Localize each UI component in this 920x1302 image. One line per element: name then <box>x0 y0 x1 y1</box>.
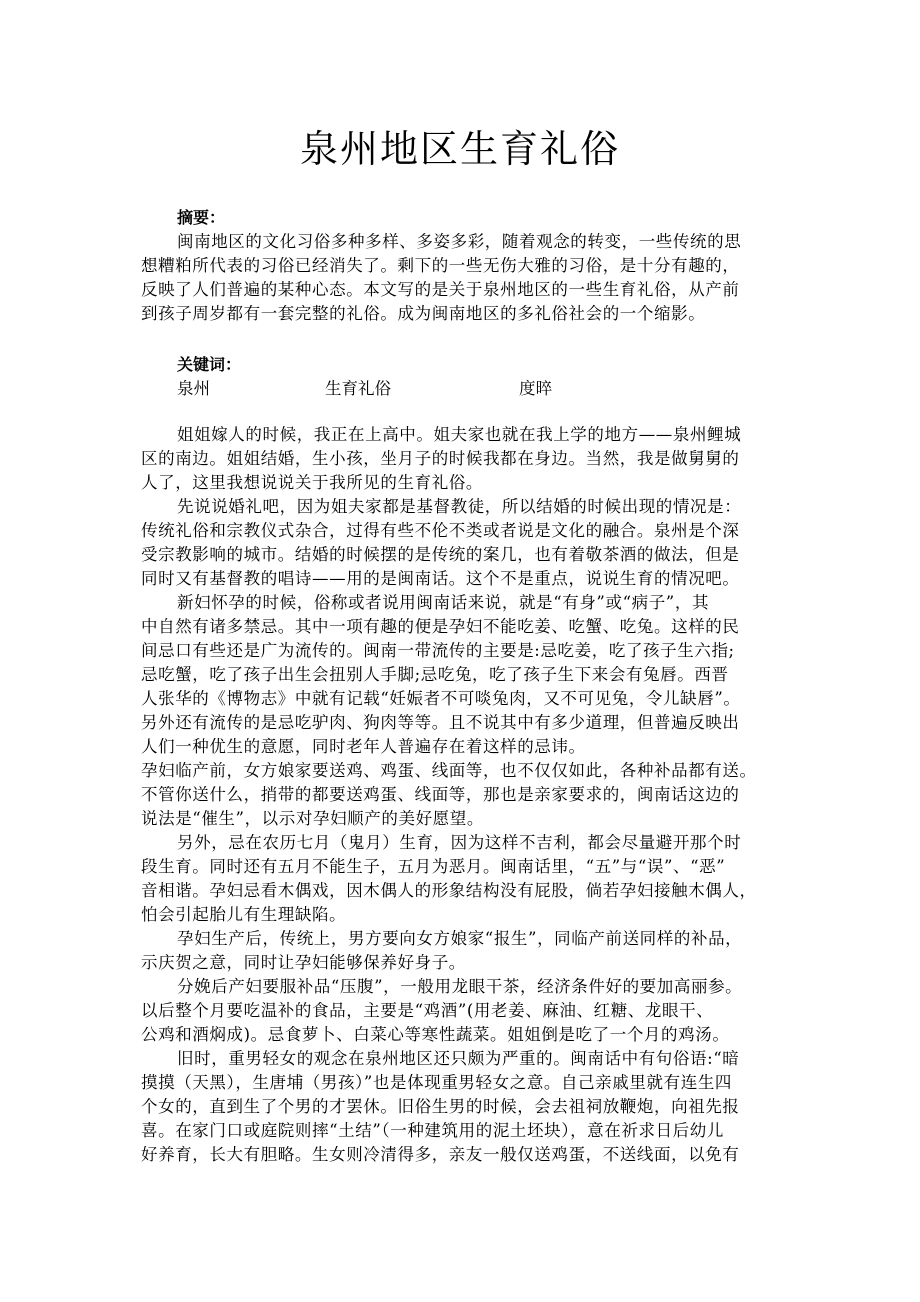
text-line: 分娩后产妇要服补品“压腹”，一般用龙眼干茶，经济条件好的要加高丽参。 <box>177 977 743 996</box>
keywords-label: 关键词： <box>177 355 242 374</box>
text-line: 人了，这里我想说说关于我所见的生育礼俗。 <box>141 473 483 492</box>
document-title: 泉州地区生育礼俗 <box>299 127 620 171</box>
text-line: 先说说婚礼吧，因为姐夫家都是基督教徒，所以结婚的时候出现的情况是： <box>177 497 742 516</box>
text-line: 个女的，直到生了个男的才罢休。旧俗生男的时候，会去祖祠放鞭炮，向祖先报 <box>141 1097 740 1116</box>
text-line: 另外还有流传的是忌吃驴肉、狗肉等等。且不说其中有多少道理，但普遍反映出 <box>141 713 740 732</box>
body-text <box>141 423 801 1167</box>
text-line: 公鸡和酒焖成)。忌食萝卜、白菜心等寒性蔬菜。姐姐倒是吃了一个月的鸡汤。 <box>141 1025 730 1044</box>
text-line: 间忌口有些还是广为流传的。闽南一带流传的主要是:忌吃姜，吃了孩子生六指; <box>141 641 735 660</box>
text-line: 另外，忌在农历七月（鬼月）生育，因为这样不吉利，都会尽量避开那个时 <box>177 833 742 852</box>
text-line: 新妇怀孕的时候，俗称或者说用闽南话来说，就是“有身”或“病子”，其 <box>177 593 710 612</box>
text-line: 传统礼俗和宗教仪式杂合，过得有些不伦不类或者说是文化的融合。泉州是个深 <box>141 521 740 540</box>
keyword-item: 度晬 <box>519 379 552 398</box>
text-line: 孕妇生产后，传统上，男方要向女方娘家“报生”，同临产前送同样的补品， <box>177 929 743 948</box>
text-line: 区的南边。姐姐结婚，生小孩，坐月子的时候我都在身边。当然，我是做舅舅的 <box>141 449 740 468</box>
text-line: 想糟粕所代表的习俗已经消失了。剩下的一些无伤大雅的习俗，是十分有趣的， <box>141 256 740 275</box>
text-line: 受宗教影响的城市。结婚的时候摆的是传统的案几，也有着敬茶酒的做法，但是 <box>141 545 740 564</box>
text-line: 姐姐嫁人的时候，我正在上高中。姐夫家也就在我上学的地方——泉州鲤城 <box>177 425 742 444</box>
abstract-label: 摘要： <box>177 208 226 227</box>
text-line: 到孩子周岁都有一套完整的礼俗。成为闽南地区的多礼俗社会的一个缩影。 <box>141 304 706 323</box>
text-line: 中自然有诸多禁忌。其中一项有趣的便是孕妇不能吃姜、吃蟹、吃兔。这样的民 <box>141 617 740 636</box>
text-line: 音相谐。孕妇忌看木偶戏，因木偶人的形象结构没有屁股，倘若孕妇接触木偶人， <box>141 881 757 900</box>
text-line: 喜。在家门口或庭院则摔“土结”（一种建筑用的泥土坯块），意在祈求日后幼儿 <box>141 1121 724 1140</box>
text-line: 旧时，重男轻女的观念在泉州地区还只颇为严重的。闽南话中有句俗语:“暗 <box>177 1049 740 1068</box>
text-line: 人们一种优生的意愿，同时老年人普遍存在着这样的忌讳。 <box>141 737 586 756</box>
text-line: 摸摸（天黑），生唐埔（男孩）”也是体现重男轻女之意。自己亲戚里就有连生四 <box>141 1073 733 1092</box>
keyword-item: 生育礼俗 <box>325 379 391 398</box>
text-line: 闽南地区的文化习俗多种多样、多姿多彩，随着观念的转变，一些传统的思 <box>177 232 742 251</box>
text-line: 人张华的《博物志》中就有记载“妊娠者不可啖兔肉，又不可见兔，令儿缺唇”。 <box>141 689 741 708</box>
text-line: 不管你送什么，捎带的都要送鸡蛋、线面等，那也是亲家要求的，闽南话这边的 <box>141 785 740 804</box>
text-line: 孕妇临产前，女方娘家要送鸡、鸡蛋、线面等，也不仅仅如此，各种补品都有送。 <box>141 761 757 780</box>
text-line: 以后整个月要吃温补的食品，主要是“鸡酒”(用老姜、麻油、红糖、龙眼干、 <box>141 1001 714 1020</box>
text-line: 反映了人们普遍的某种心态。本文写的是关于泉州地区的一些生育礼俗，从产前 <box>141 280 740 299</box>
text-line: 段生育。同时还有五月不能生子，五月为恶月。闽南话里，“五”与“误”、“恶” <box>141 857 726 876</box>
abstract-text <box>141 230 801 326</box>
text-line: 示庆贺之意，同时让孕妇能够保养好身子。 <box>141 953 466 972</box>
text-line: 好养育，长大有胆略。生女则冷清得多，亲友一般仅送鸡蛋，不送线面，以免有 <box>141 1145 740 1164</box>
text-line: 怕会引起胎儿有生理缺陷。 <box>141 905 347 924</box>
keyword-item: 泉州 <box>177 379 210 398</box>
text-line: 忌吃蟹，吃了孩子出生会扭别人手脚;忌吃兔，吃了孩子生下来会有兔唇。西晋 <box>141 665 729 684</box>
text-line: 同时又有基督教的唱诗——用的是闽南话。这个不是重点，说说生育的情况吧。 <box>141 569 740 588</box>
text-line: 说法是“催生”，以示对孕妇顺产的美好愿望。 <box>141 809 484 828</box>
